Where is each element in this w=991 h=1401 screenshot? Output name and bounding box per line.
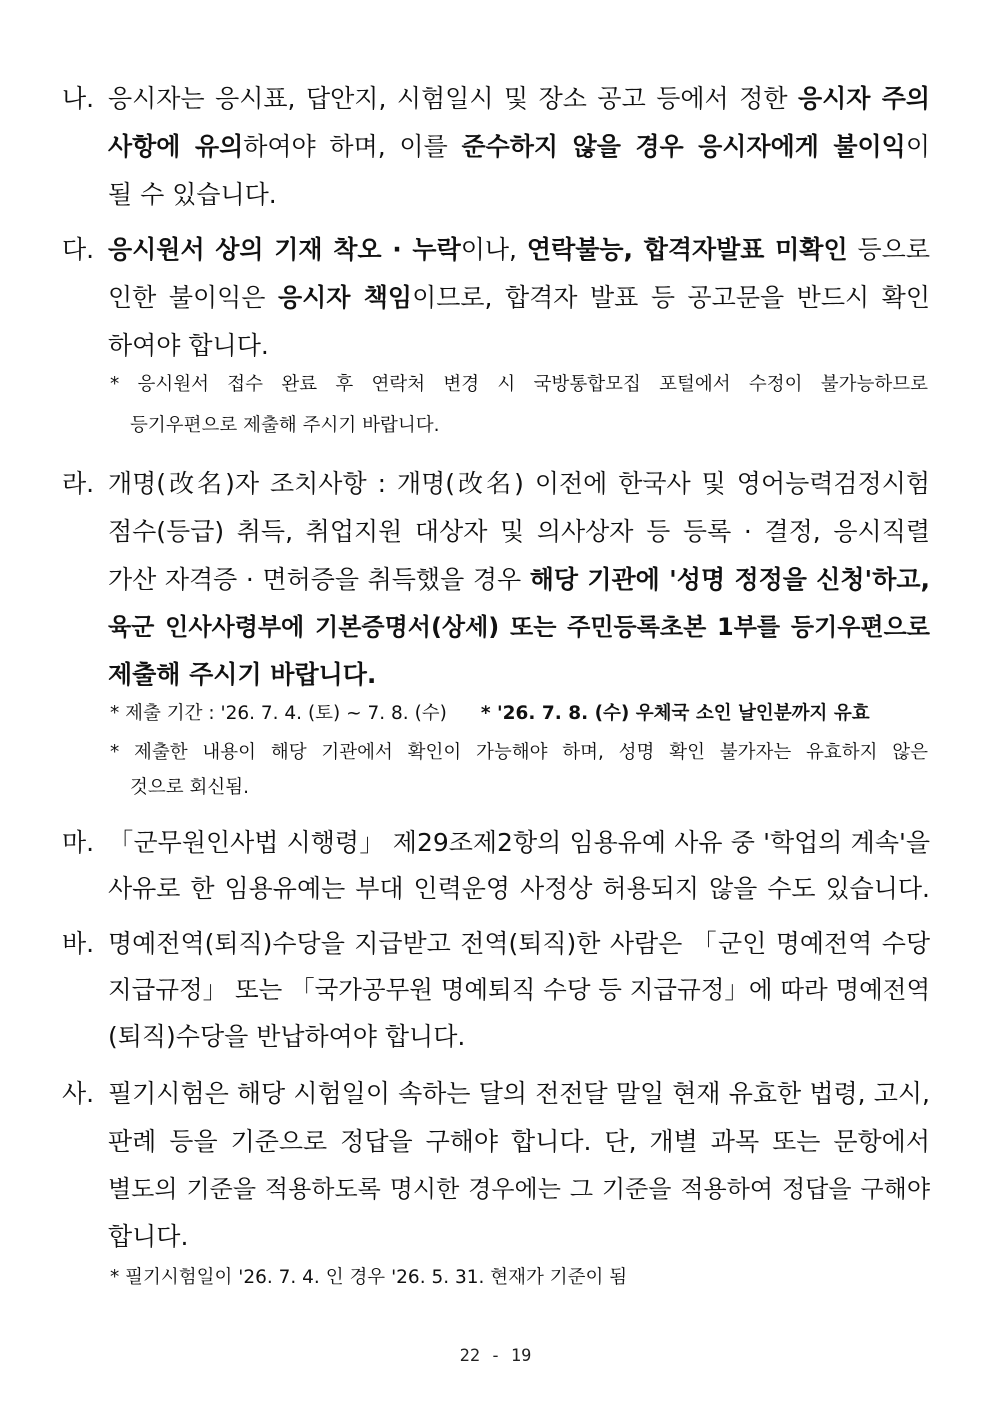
item-sa-note-1: * 필기시험일이 '26. 7. 4. 인 경우 '26. 5. 31. 현재가 기준이 됨: [110, 1267, 628, 1288]
item-ra-line-5: 제출해 주시기 바랍니다.: [108, 660, 377, 689]
item-ba-line-2: 지급규정」 또는 「국가공무원 명예퇴직 수당 등 지급규정」에 따라 명예전역: [108, 975, 931, 1004]
item-ma-line-1: 마. 「군무원인사법 시행령」 제29조제2항의 임용유예 사유 중 '학업의 계속'을: [62, 828, 930, 857]
item-sa-line-1: 사. 필기시험은 해당 시험일이 속하는 달의 전전달 말일 현재 유효한 법령, 고시,: [62, 1079, 930, 1108]
item-ra-note-2: * 제출한 내용이 해당 기관에서 확인이 가능해야 하며, 성명 확인 불가자는 유효하지 않은: [110, 742, 928, 763]
item-ra-line-2: 점수(등급) 취득, 취업지원 대상자 및 의사상자 등 등록 · 결정, 응시직렬: [108, 517, 930, 546]
item-ba-line-3: (퇴직)수당을 반납하여야 합니다.: [108, 1022, 466, 1051]
item-na-line-2: 사항에 유의하여야 하며, 이를 준수하지 않을 경우 응시자에게 불이익이: [108, 132, 930, 161]
item-na-line-1: 나. 응시자는 응시표, 답안지, 시험일시 및 장소 공고 등에서 정한 응시자 주의: [62, 84, 930, 113]
item-da-note-1-cont: 등기우편으로 제출해 주시기 바랍니다.: [130, 415, 440, 436]
item-ra-line-4: 육군 인사사령부에 기본증명서(상세) 또는 주민등록초본 1부를 등기우편으로: [108, 613, 930, 641]
item-ba-line-1: 바. 명예전역(퇴직)수당을 지급받고 전역(퇴직)한 사람은 「군인 명예전역 수당: [62, 929, 930, 958]
item-ra-note-2-cont: 것으로 회신됨.: [130, 777, 249, 798]
item-ra-note-1: * 제출 기간 : '26. 7. 4. (토) ~ 7. 8. (수) * '26. 7. 8. (수) 우체국 소인 날인분까지 유효: [110, 703, 870, 724]
item-sa-line-3: 별도의 기준을 적용하도록 명시한 경우에는 그 기준을 적용하여 정답을 구해야: [108, 1175, 930, 1203]
item-ma-line-2: 사유로 한 임용유예는 부대 인력운영 사정상 허용되지 않을 수도 있습니다.: [108, 874, 930, 903]
item-da-line-3: 하여야 합니다.: [108, 331, 269, 360]
item-ra-line-3: 가산 자격증 · 면허증을 취득했을 경우 해당 기관에 '성명 정정을 신청'하고,: [108, 565, 930, 594]
item-ra-line-1: 라. 개명(改名)자 조치사항 : 개명(改名) 이전에 한국사 및 영어능력검정시험: [62, 469, 930, 498]
item-sa-line-4: 합니다.: [108, 1222, 189, 1251]
item-da-line-2: 인한 불이익은 응시자 책임이므로, 합격자 발표 등 공고문을 반드시 확인: [108, 283, 930, 312]
item-na-line-3: 될 수 있습니다.: [108, 180, 277, 209]
page-number: 22 - 19: [459, 1346, 532, 1366]
item-da-note-1: * 응시원서 접수 완료 후 연락처 변경 시 국방통합모집 포털에서 수정이 불가능하므로: [110, 374, 928, 395]
item-sa-line-2: 판례 등을 기준으로 정답을 구해야 합니다. 단, 개별 과목 또는 문항에서: [108, 1127, 930, 1156]
item-da-line-1: 다. 응시원서 상의 기재 착오 · 누락이나, 연락불능, 합격자발표 미확인 등으로: [62, 235, 930, 264]
